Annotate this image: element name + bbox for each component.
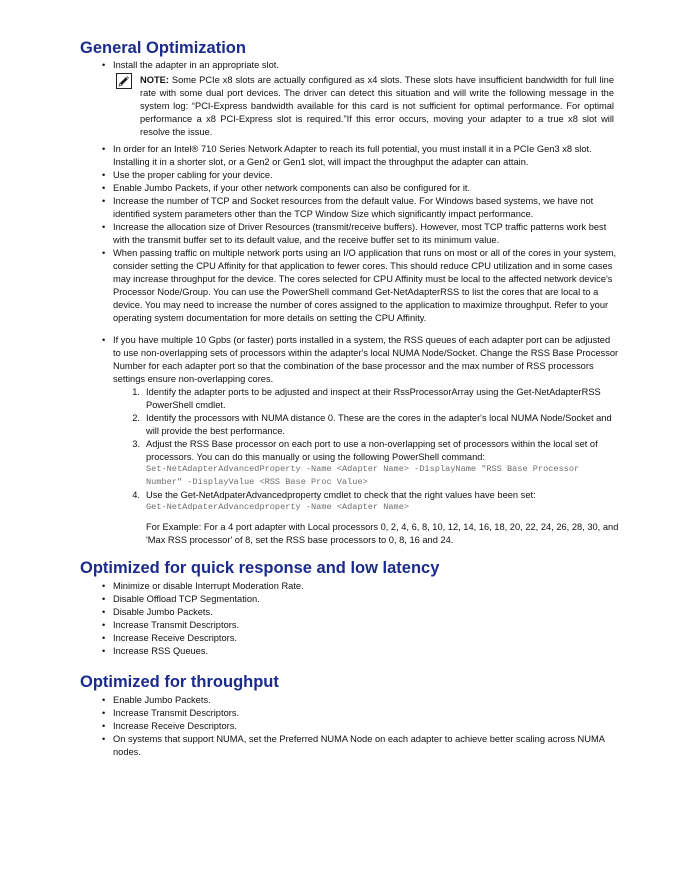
bullet-dot: • — [102, 708, 106, 718]
bullet-dot: • — [102, 581, 106, 591]
bullet-dot: • — [102, 633, 106, 643]
list-item-rss-queues-increase: Increase RSS Queues. — [113, 646, 209, 656]
list-item-jumbo-packets: Enable Jumbo Packets, if your other network components can also be configured for it. — [113, 183, 471, 193]
list-item-enable-jumbo: Enable Jumbo Packets. — [113, 695, 211, 705]
bullet-dot: • — [102, 646, 106, 656]
list-item-receive-descriptors: Increase Receive Descriptors. — [113, 633, 238, 643]
step-number: 1. — [132, 387, 140, 397]
bullet-dot: • — [102, 721, 106, 731]
step-adjust-rss-base: Adjust the RSS Base processor on each port to use a non-overlapping set of processors within the local set of processors. You can do this manually or using the following PowerShell command: — [146, 439, 598, 462]
bullet-dot: • — [102, 183, 106, 193]
note-text: Some PCIe x8 slots are actually configured as x4 slots. These slots have insufficient bandwidth for full line rate with some dual port devices. The driver can detect this situation and will write the following message in the system log: “PCI-Express bandwidth available for this card is not sufficient for optimal performance. For optimal performance a x8 PCI-Express slot is required.”If this error occurs, moving your adapter to a true x8 slot will resolve the issue. — [140, 75, 614, 137]
list-item-interrupt-moderation: Minimize or disable Interrupt Moderation Rate. — [113, 581, 304, 591]
step-identify-ports: Identify the adapter ports to be adjusted and inspect at their RssProcessorArray using the Get-NetAdapterRSS PowerShell cmdlet. — [146, 387, 601, 410]
step-number: 2. — [132, 413, 140, 423]
step-number: 3. — [132, 439, 140, 449]
list-item-transmit-descriptors: Increase Transmit Descriptors. — [113, 708, 240, 718]
bullet-dot: • — [102, 60, 106, 70]
bullet-dot: • — [102, 695, 106, 705]
list-item-rss-queues: If you have multiple 10 Gpbs (or faster) ports installed in a system, the RSS queues of each adapter port can be adjusted to use non-overlapping sets of processors within the adapter's local NUMA Node/Socket. Change the RSS Base Processor Number for each adapter port so that the combination of the base processor and the max number of RSS processors settings ensure non-overlapping cores. — [113, 335, 619, 384]
list-item-tcp-socket: Increase the number of TCP and Socket resources from the default value. For Windows based systems, we have not identified system parameters other than the TCP Window Size which significantly impact performance. — [113, 196, 594, 219]
heading-low-latency: Optimized for quick response and low latency — [80, 559, 440, 577]
bullet-dot: • — [102, 607, 106, 617]
list-item-disable-jumbo: Disable Jumbo Packets. — [113, 607, 213, 617]
note-label: NOTE: — [140, 75, 169, 85]
code-set-netadapter: Set-NetAdapterAdvancedProperty -Name <Adapter Name> -DisplayName "RSS Base Processor Number" -DisplayValue <RSS Base Proc Value> — [146, 464, 580, 487]
step-number: 4. — [132, 490, 140, 500]
step-numa-distance: Identify the processors with NUMA distance 0. These are the cores in the adapter's local NUMA Node/Socket and will provide the best performance. — [146, 413, 612, 436]
list-item-cabling: Use the proper cabling for your device. — [113, 170, 273, 180]
bullet-dot: • — [102, 734, 106, 744]
example-paragraph: For Example: For a 4 port adapter with Local processors 0, 2, 4, 6, 8, 10, 12, 14, 16, 18, 20, 22, 24, 26, 28, 30, and 'Max RSS processor' of 8, set the RSS base processors to 0, 8, 16 and 24. — [146, 522, 619, 545]
step-check-values: Use the Get-NetAdpaterAdvancedproperty cmdlet to check that the right values have been set: — [146, 490, 536, 500]
heading-general-optimization: General Optimization — [80, 39, 246, 57]
code-get-netadapter: Get-NetAdpaterAdvancedproperty -Name <Adapter Name> — [146, 502, 410, 512]
list-item-cpu-affinity: When passing traffic on multiple network ports using an I/O application that runs on most or all of the cores in your system, consider setting the CPU Affinity for that application to fewer cores. This should reduce CPU utilization and in some cases may increase throughput for the device. The cores selected for CPU Affinity must be local to the affected network device's Processor Node/Group. You can use the PowerShell command Get-NetAdapterRSS to list the cores that are local to a device. You may need to increase the number of cores assigned to the application to maximize throughput. Refer to your operating system documentation for more details on setting the CPU Affinity. — [113, 248, 617, 323]
bullet-dot: • — [102, 335, 106, 345]
bullet-dot: • — [102, 196, 106, 206]
pencil-note-icon — [116, 73, 132, 89]
bullet-dot: • — [102, 170, 106, 180]
bullet-dot: • — [102, 248, 106, 258]
list-item-offload-tcp: Disable Offload TCP Segmentation. — [113, 594, 260, 604]
list-item-driver-resources: Increase the allocation size of Driver Resources (transmit/receive buffers). However, most TCP traffic patterns work best with the transmit buffer set to its default value, and the receive buffer set to its minimum value. — [113, 222, 607, 245]
note-pcie-slots — [140, 74, 614, 139]
list-item-transmit-descriptors: Increase Transmit Descriptors. — [113, 620, 240, 630]
bullet-dot: • — [102, 594, 106, 604]
bullet-dot: • — [102, 222, 106, 232]
list-item-install-slot: Install the adapter in an appropriate slot. — [113, 60, 279, 70]
list-item-numa-node: On systems that support NUMA, set the Preferred NUMA Node on each adapter to achieve better scaling across NUMA nodes. — [113, 734, 605, 757]
list-item-receive-descriptors: Increase Receive Descriptors. — [113, 721, 238, 731]
bullet-dot: • — [102, 144, 106, 154]
heading-throughput: Optimized for throughput — [80, 673, 279, 691]
bullet-dot: • — [102, 620, 106, 630]
list-item-pcie-gen3: In order for an Intel® 710 Series Network Adapter to reach its full potential, you must install it in a PCIe Gen3 x8 slot. Installing it in a shorter slot, or a Gen2 or Gen1 slot, will impact the throughput the adapter can attain. — [113, 144, 592, 167]
